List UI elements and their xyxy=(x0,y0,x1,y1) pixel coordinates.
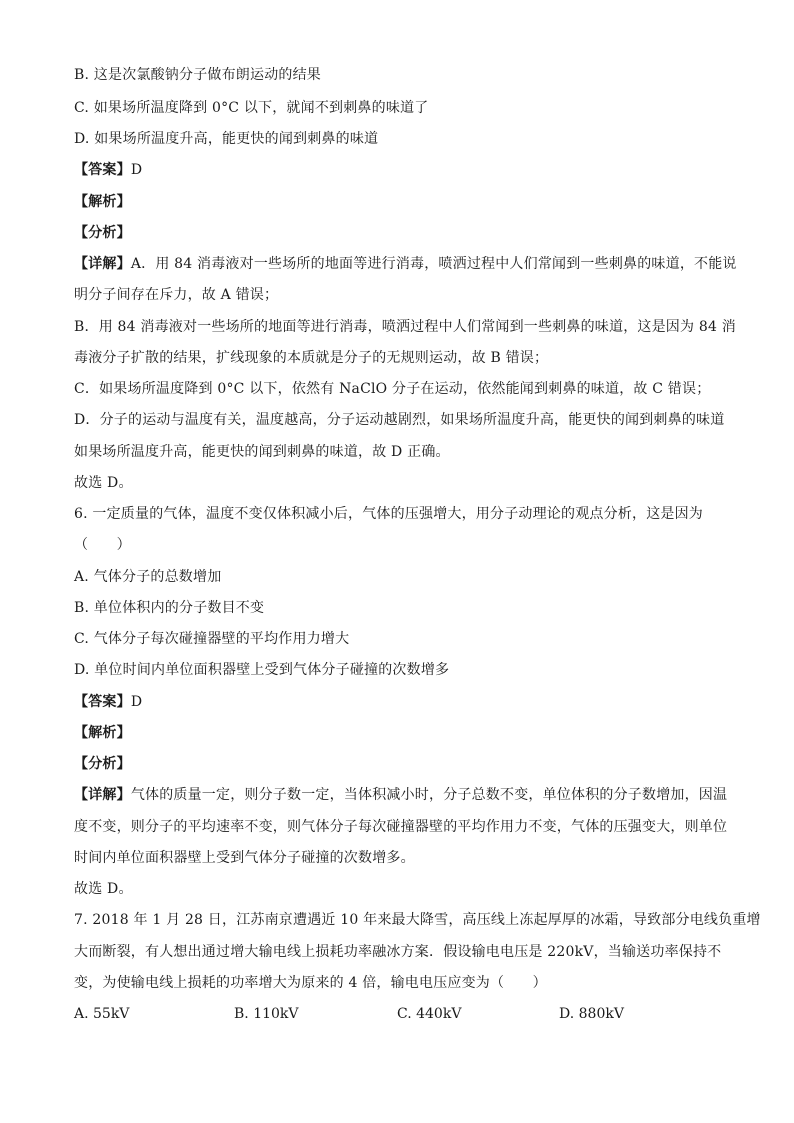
question-6-option-a: A. 气体分子的总数增加 xyxy=(74,569,222,585)
fenxi-line-6 xyxy=(74,754,724,774)
question-7-option-c: C. 440kV xyxy=(397,1006,462,1022)
answer-line-6 xyxy=(74,692,724,712)
option-d-text: D. 如果场所温度升高，能更快的闻到刺鼻的味道 xyxy=(74,131,379,147)
paragraph-line: D．分子的运动与温度有关，温度越高，分子运动越剧烈，如果场所温度升高，能更快的闻到刺鼻的味道 xyxy=(74,412,725,428)
jiexi-tag: 【解析】 xyxy=(74,194,131,210)
question-7-stem: 变，为使输电线上损耗的功率增大为原来的 4 倍，输电电压应变为（ ） xyxy=(74,975,547,991)
question-6-option-d: D. 单位时间内单位面积器壁上受到气体分子碰撞的次数增多 xyxy=(74,662,450,678)
question-6-option-b: B. 单位体积内的分子数目不变 xyxy=(74,600,265,616)
fenxi-tag: 【分析】 xyxy=(74,225,131,241)
answer-tag: 【答案】 xyxy=(74,694,131,710)
answer-value: D xyxy=(130,694,143,710)
question-6-bracket: （ ） xyxy=(74,537,131,553)
detail-tag: 【详解】 xyxy=(74,787,131,803)
fenxi-tag: 【分析】 xyxy=(74,756,131,772)
paragraph-line: C．如果场所温度降到 0°C 以下，依然有 NaClO 分子在运动，依然能闻到刺鼻的味道，故 C 错误； xyxy=(74,381,711,397)
conclusion-line: 故选 D。 xyxy=(74,881,133,897)
question-7-stem: 大而断裂，有人想出通过增大输电线上损耗功率融冰方案．假设输电电压是 220kV，当输送功率保持不 xyxy=(74,944,722,960)
paragraph-line: 如果场所温度升高，能更快的闻到刺鼻的味道，故 D 正确。 xyxy=(74,444,450,460)
detail-text: 气体的质量一定，则分子数一定，当体积减小时，分子总数不变，单位体积的分子数增加，因温 xyxy=(130,787,728,803)
paragraph-line: 明分子间存在斥力，故 A 错误； xyxy=(74,287,279,303)
jiexi-line-6 xyxy=(74,723,724,743)
answer-line-5 xyxy=(74,160,724,180)
question-6-stem: 6. 一定质量的气体，温度不变仅体积减小后，气体的压强增大，用分子动理论的观点分析，这是因为 xyxy=(74,506,704,522)
option-b-text: B. 这是次氯酸钠分子做布朗运动的结果 xyxy=(74,67,321,83)
question-7-option-b: B. 110kV xyxy=(234,1006,299,1022)
question-7-stem: 7. 2018 年 1 月 28 日，江苏南京遭遇近 10 年来最大降雪，高压线上冻起厚厚的冰霜，导致部分电线负重增 xyxy=(74,912,761,928)
jiexi-tag: 【解析】 xyxy=(74,725,131,741)
detail-line-6 xyxy=(74,785,728,805)
fenxi-line-5 xyxy=(74,223,724,243)
question-6-option-c: C. 气体分子每次碰撞器壁的平均作用力增大 xyxy=(74,631,350,647)
detail-line-5 xyxy=(74,254,737,274)
jiexi-line-5 xyxy=(74,192,724,212)
paragraph-line: B．用 84 消毒液对一些场所的地面等进行消毒，喷洒过程中人们常闻到一些刺鼻的味道，这是因为 84 消 xyxy=(74,319,736,335)
option-c-text: C. 如果场所温度降到 0°C 以下，就闻不到刺鼻的味道了 xyxy=(74,100,429,116)
paragraph-line: 时间内单位面积器壁上受到气体分子碰撞的次数增多。 xyxy=(74,850,415,866)
paragraph-line: 度不变，则分子的平均速率不变，则气体分子每次碰撞器壁的平均作用力不变，气体的压强变大，则单位 xyxy=(74,819,728,835)
question-7-option-a: A. 55kV xyxy=(74,1006,130,1022)
detail-tag: 【详解】 xyxy=(74,256,131,272)
detail-text: A．用 84 消毒液对一些场所的地面等进行消毒，喷洒过程中人们常闻到一些刺鼻的味道，不能说 xyxy=(130,256,737,272)
paragraph-line: 毒液分子扩散的结果，扩线现象的本质就是分子的无规则运动，故 B 错误； xyxy=(74,350,549,366)
answer-value: D xyxy=(130,162,143,178)
question-7-option-d: D. 880kV xyxy=(559,1006,624,1022)
conclusion-line: 故选 D。 xyxy=(74,475,133,491)
answer-tag: 【答案】 xyxy=(74,162,131,178)
